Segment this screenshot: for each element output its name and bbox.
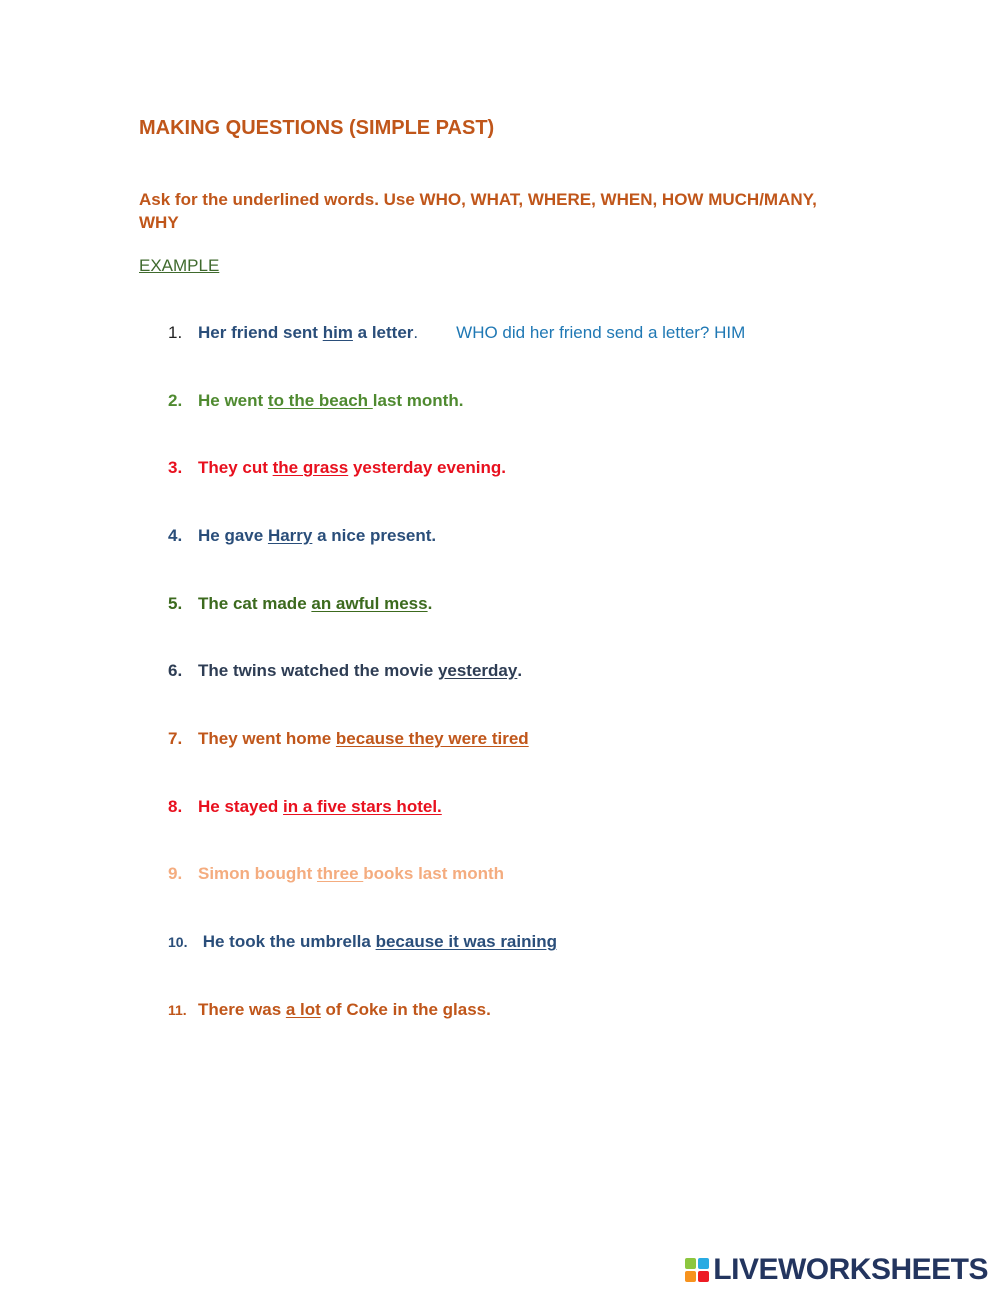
list-item (168, 323, 745, 343)
item-text: The twins watched the movie (198, 661, 438, 680)
item-number: 6. (168, 661, 183, 680)
item-number: 11. (168, 1002, 187, 1018)
underlined-word: the grass (272, 458, 349, 477)
item-text: Simon bought (198, 864, 317, 883)
list-item (168, 729, 529, 749)
underlined-word: to the beach (267, 391, 373, 410)
item-text: He stayed (198, 797, 284, 816)
item-text: last month. (372, 391, 464, 410)
item-text: . (517, 661, 523, 680)
item-text: He gave (198, 526, 268, 545)
list-item (168, 932, 557, 952)
item-number: 1. (168, 323, 183, 342)
item-number: 9. (168, 864, 183, 883)
item-number: 4. (168, 526, 183, 545)
list-item (168, 391, 463, 411)
list-item (168, 661, 522, 681)
item-number: 3. (168, 458, 183, 477)
item-text: The cat made (198, 594, 312, 613)
item-number: 7. (168, 729, 183, 748)
page-title: MAKING QUESTIONS (SIMPLE PAST) (139, 117, 495, 139)
item-text: They cut (198, 458, 273, 477)
underlined-word: because they were tired (335, 729, 529, 748)
item-text: He took the umbrella (198, 932, 376, 951)
item-text: They went home (198, 729, 336, 748)
item-number: 5. (168, 594, 183, 613)
item-text: There was (198, 1000, 286, 1019)
item-end: . (413, 323, 419, 342)
underlined-word: him (322, 323, 353, 342)
list-item (168, 594, 432, 614)
item-text: Her friend sent (198, 323, 323, 342)
instructions: Ask for the underlined words. Use WHO, WHAT, WHERE, WHEN, HOW MUCH/MANY, WHY (139, 190, 817, 232)
list-item (168, 1000, 491, 1020)
underlined-word: Harry (267, 526, 313, 545)
example-label: EXAMPLE (139, 256, 220, 275)
liveworksheets-blocks-icon (685, 1258, 709, 1282)
item-text: . (427, 594, 433, 613)
list-item (168, 864, 504, 884)
item-number: 8. (168, 797, 183, 816)
underlined-word: because it was raining (375, 932, 557, 951)
item-text: of Coke in the glass. (320, 1000, 491, 1019)
item-text: a letter (352, 323, 414, 342)
underlined-word: a lot (285, 1000, 321, 1019)
list-item (168, 797, 442, 817)
underlined-word: yesterday (437, 661, 518, 680)
item-text: He went (198, 391, 268, 410)
liveworksheets-logo (685, 1253, 988, 1287)
logo-text: LIVEWORKSHEETS (713, 1253, 988, 1286)
item-number: 10. (168, 934, 188, 950)
list-item (168, 526, 436, 546)
underlined-word: three (316, 864, 364, 883)
list-item (168, 458, 506, 478)
item-text: a nice present. (312, 526, 437, 545)
underlined-word: an awful mess (311, 594, 428, 613)
item-text: books last month (363, 864, 505, 883)
item-number: 2. (168, 391, 183, 410)
item-text: yesterday evening. (348, 458, 507, 477)
example-answer: WHO did her friend send a letter? HIM (456, 323, 746, 342)
underlined-word: in a five stars hotel. (283, 797, 442, 816)
